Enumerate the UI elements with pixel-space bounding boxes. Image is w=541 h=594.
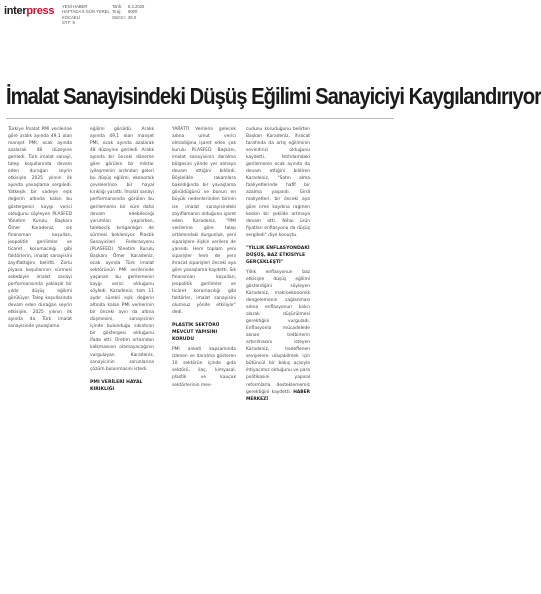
date-value: 8.3.2025 [128, 4, 145, 9]
publication-logo: interpress [4, 5, 55, 17]
circulation-label: Tiraj: [112, 9, 122, 15]
meta-line: HAFTADA 6 GÜN YEREL [62, 9, 110, 15]
paragraph-text: Yıllık enflasyonun baz etkisiyle düşüş eğilimi gösterdiğini söyleyen Karadeniz, makroekonomik dengelemenin sağlanması adına enflasyonun kalıcı olarak düşürülmesi gerektiğini vurguladı. Enflasyonla mücadelede alınan tedbirlerin artırılmasını isteyen Karadeniz, hedeflenen seviyelere ulaşabilmek için bütüncül bir bakış açısıyla ihtiyacımız olduğunu ve para politikasını yapısal reformlarla desteklememiz gerektiğini kaydetti. [246, 269, 310, 395]
publication-meta [62, 4, 110, 26]
stxcm-value: 36.0 [128, 14, 137, 20]
article-paragraph: eğilimi görüldü. Aralık ayında 49,1 olan manşet PMI, ocak ayında azalarak 48 düzeyine geriledi. Aralık ayında bir önceki döneme göre görülen bir miktar iyileşmenin ardından geleri bu düşüş eğilimi, ekonomik çevrelerince bir hayal kırıklığı yarattı. İmalat sanayi performansında görülen bu gerilemenin bir süre daha devam edebileceği yorumları yapılırken, talebecik kırılganlığın de sürmesi bekleniyor. Plastik Sanayicileri Federasyonu (PLASFED) Yönetim Kurulu Başkanı Ömer Karadeniz, ocak ayında Türk imalat sektörünün PMI verilerinde yaşanan bu gerilemenin kaygı verici olduğunu söyledi. Karadeniz, tam 11 aydır sürekli eşik değerin altında kalan PMI verilerinin bir önceki ayın da altına düşmesini, sanayicinin içinde bulunduğu sıkıntının bir göstergesi olduğunu ifade etti. Üretim ortamdan kalkmasının olamayacağının vurgulayan Karadeniz, sanayicinin sorunlarına çözüm bulunmasını istedi. [90, 127, 154, 372]
article-paragraph: PMI anketi kapsamında izlenen ve daralma gösteren 10 sektörün içinde gıda sektörü, ilaç, kimyasal, plastik ve kauçuk sektörlerinin mev- [172, 347, 236, 388]
article-column-3 [172, 126, 236, 546]
byline: HABER MERKEZİ [246, 389, 310, 402]
meta-line: SYF: 9 [62, 20, 75, 26]
meta-line: KOCAELİ [62, 14, 81, 20]
masthead [0, 0, 400, 56]
headline-divider [6, 118, 394, 119]
article-column-2 [90, 126, 154, 506]
stxcm-label: StxCm: [112, 14, 126, 20]
article-column-1 [8, 126, 72, 426]
article-paragraph: YARATTI Verilerin gelecek adına umut verici olmadığına işaret eden çok kurulu PLASFED Başkanı, imalat sanayisinin daralma bölgesini yönde yer almaya devam ettiğini bildirdi. Böylelikle rakamlara bakıldığında bir yavaşlama görüldüğünü ve bunun en büyük nedenlerinden birinin ise imalat sanayisindeki zayıflamanın olduğunu işaret eden Karadeniz, "PMI verilerine göre talep ortamındaki durgunluk, yeni siparişlere ilişkin verilere de yansıdı. Hem toplam yeni siparişler hem de yeni ihracat siparişleri önceki aya göre yavaşlama kaydetti. Sık finansman koşulları, jeopolitik gerilimler ve ticaret korumacılığı gibi faktörler, imalat sanayisini olumsuz yönde etkiliyor" dedi. [172, 127, 236, 316]
section-subheading: "YILLIK ENFLASYONDAKİ DÜŞÜŞ, BAZ ETKİSİYLE GERÇEKLEŞTİ" [246, 245, 310, 265]
section-subheading: PMI VERİLERİ HAYAL KIRIKLIĞI [90, 379, 143, 392]
circulation-value: 6000 [128, 9, 138, 15]
article-paragraph: Türkiye İmalat PMI verilerine göre aralık ayında 49,1 olan manşet PMI, ocak ayında azalarak 48 düzeyine geriledi. Türk imalat sanayi, talep koşullarında devam eden durağan seyrin etkisiyle 2025 yılının ilk ayında yavaşlama sergiledi. Yatkeşik bir vadeye eşik değerin altında kalan bu göstergenin kaygı verici olduğunu söyleyen PLASFED Yönetim Kurulu Başkanı Ömer Karadeniz, sık finansman koşulları, jeopolitik gerilimler ve ticaret korumacılığı gibi faktörlerin, imalat sanayisini zayıflattığını belirtti. Zorlu piyasa koşullarının sürmesi sebebiyle imalat sanayi performansında yaklaşık bir yıldır düşüş eğilimi görülüyor. Talep koşullarında devam eden durağan seyrin etkisiyle, 2025 yılının ilk ayında da Türk imalat sanayisinde yavaşlama [8, 127, 72, 330]
meta-line: YENİ HABER [62, 4, 88, 9]
section-subheading: PLASTİK SEKTÖRÜ MEVCUT YAPISINI KORUDU [172, 323, 220, 343]
article-paragraph [246, 269, 310, 403]
article-headline: İmalat Sanayisindeki Düşüş Eğilimi Sanayiciyi Kaygılandırıyor [6, 83, 541, 109]
date-label: Tarih: [112, 4, 123, 9]
article-paragraph: cudunu koruduğunu belirten Başkan Karadeniz, ihracat tarafında da artış eğiliminin sevindirici olduğunu kaydetti. İstihdamdaki gerilemenin ocak ayında da devam ettiğini bildiren Karadeniz, "Satın alma faaliyetlerinde hafif bir azalma yaşandı. Girdi maliyetleri, bir önceki aya göre irme kaydına rağmen keskin bir şekilde artmaya devam etti. Nihai ürün fiyatları enflasyonu da düşüş sergiledi" diye konuştu. [246, 127, 310, 238]
publication-stats [112, 4, 158, 20]
article-column-4 [246, 126, 310, 526]
